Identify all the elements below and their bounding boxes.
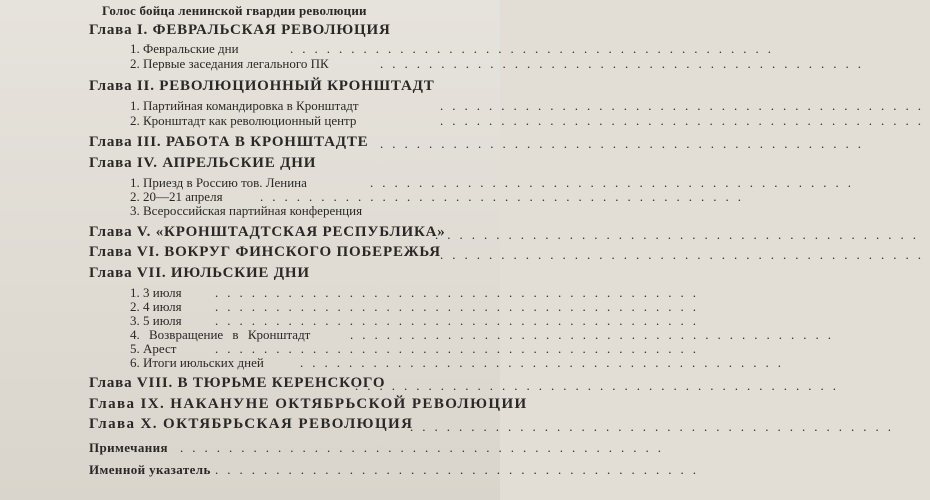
leader-dots: ........................................	[215, 299, 705, 314]
chapter-7-item-5: 5. Арест	[130, 341, 177, 356]
chapter-7-item-1: 1. 3 июля	[130, 285, 182, 300]
leader-dots: ........................................	[410, 419, 900, 434]
leader-dots: ........................................	[355, 378, 845, 393]
leader-dots: ........................................	[440, 113, 930, 128]
leader-dots: ........................................	[215, 462, 705, 477]
chapter-4-item-3: 3. Всероссийская партийная конференция	[130, 203, 363, 218]
leader-dots: ........................................	[440, 247, 930, 262]
leader-dots: ........................................	[180, 440, 670, 455]
toc-notes: Примечания	[89, 440, 168, 455]
chapter-7-item-6: 6. Итоги июльских дней	[130, 355, 264, 370]
leader-dots: ........................................	[350, 327, 840, 342]
chapter-4-item-1: 1. Приезд в Россию тов. Ленина	[130, 175, 307, 190]
leader-dots: ........................................	[260, 189, 750, 204]
leader-dots: ........................................	[215, 341, 705, 356]
chapter-4-item-2: 2. 20—21 апреля	[130, 189, 223, 204]
leader-dots: ........................................	[300, 355, 790, 370]
chapter-7-title: Глава VII. ИЮЛЬСКИЕ ДНИ	[89, 265, 310, 281]
chapter-1-item-2: 2. Первые заседания легального ПК	[130, 56, 329, 71]
chapter-1-item-1: 1. Февральские дни	[130, 41, 239, 56]
chapter-2-item-2: 2. Кронштадт как революционный центр	[130, 113, 357, 128]
chapter-7-item-2: 2. 4 июля	[130, 299, 182, 314]
leader-dots: ........................................	[380, 56, 870, 71]
leader-dots: ........................................	[440, 98, 930, 113]
leader-dots: ........................................	[215, 285, 705, 300]
chapter-7-item-4: 4. Возвращение в Кронштадт	[130, 327, 311, 342]
leader-dots: ........................................	[215, 313, 705, 328]
chapter-4-title: Глава IV. АПРЕЛЬСКИЕ ДНИ	[89, 155, 317, 171]
chapter-3-title: Глава III. РАБОТА В КРОНШТАДТЕ	[89, 134, 369, 150]
chapter-2-item-1: 1. Партийная командировка в Кронштадт	[130, 98, 359, 113]
leader-dots: ........................................	[380, 136, 870, 151]
chapter-2-title: Глава II. РЕВОЛЮЦИОННЫЙ КРОНШТАДТ	[89, 78, 435, 94]
chapter-1-title: Глава I. ФЕВРАЛЬСКАЯ РЕВОЛЮЦИЯ	[89, 22, 391, 38]
leader-dots: ........................................	[290, 41, 780, 56]
chapter-9-title: Глава IX. НАКАНУНЕ ОКТЯБРЬСКОЙ РЕВОЛЮЦИИ	[89, 396, 528, 412]
chapter-5-title: Глава V. «КРОНШТАДТСКАЯ РЕСПУБЛИКА»	[89, 224, 446, 240]
chapter-6-title: Глава VI. ВОКРУГ ФИНСКОГО ПОБЕРЕЖЬЯ	[89, 244, 441, 260]
toc-name-index: Именной указатель	[89, 462, 211, 477]
chapter-7-item-3: 3. 5 июля	[130, 313, 182, 328]
leader-dots: ........................................	[370, 175, 860, 190]
toc-preface: Голос бойца ленинской гвардии революции	[102, 3, 367, 18]
chapter-10-title: Глава X. ОКТЯБРЬСКАЯ РЕВОЛЮЦИЯ	[89, 416, 414, 432]
leader-dots: ........................................	[435, 227, 925, 242]
chapter-8-title: Глава VIII. В ТЮРЬМЕ КЕРЕНСКОГО	[89, 375, 386, 391]
